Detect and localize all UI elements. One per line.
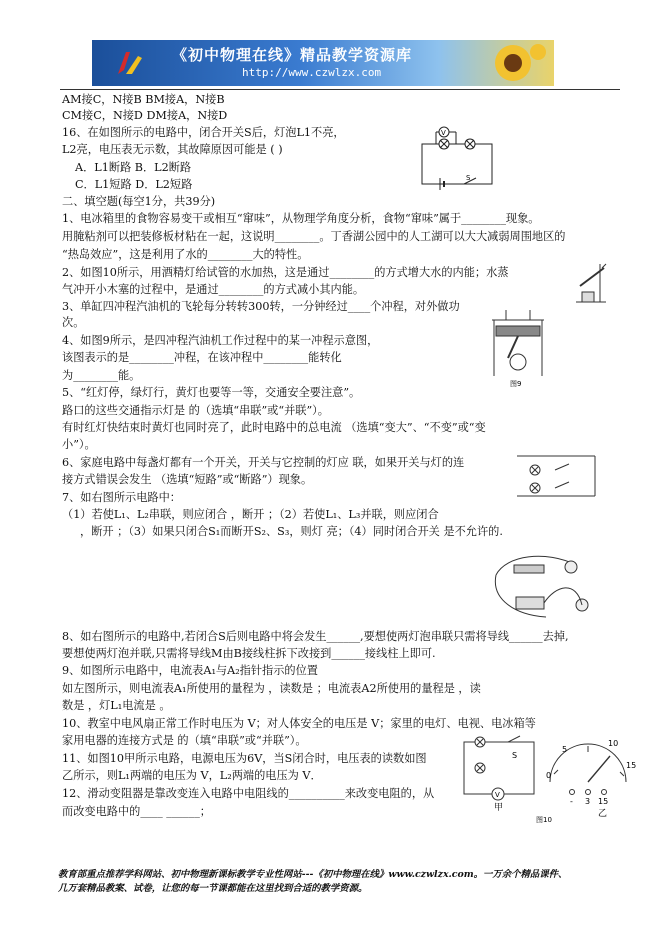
sunflower-icon [478, 42, 548, 84]
text-line: “热岛效应”，这是利用了水的________大的特性。 [62, 248, 309, 261]
text-line: 8、如右图所示的电路中,若闭合S后则电路中将会发生______,要想使两灯泡串联只需将导线______去掉, [62, 630, 569, 643]
text-line: 小”）。 [62, 438, 96, 451]
text-line: 2、如图10所示，用酒精灯给试管的水加热，这是通过________的方式增大水的内能；水蒸 [62, 266, 509, 279]
svg-text:10: 10 [608, 739, 619, 748]
text-line: 次。 [62, 316, 85, 329]
text-line: C．L1短路 D．L2短路 [75, 178, 193, 191]
text-line: 3、单缸四冲程汽油机的飞轮每分转转300转，一分钟经过____个冲程，对外做功 [62, 300, 460, 313]
text-line: 家用电器的连接方式是 的（填“串联”或“并联”）。 [62, 734, 307, 747]
site-logo-icon [112, 46, 146, 80]
text-line: 9、如图所示电路中，电流表A₁与A₂指针指示的位置 [62, 664, 318, 677]
svg-text:图9: 图9 [510, 380, 522, 388]
text-line: AM接C，N接B BM接A，N接B [62, 93, 225, 106]
svg-text:V: V [495, 791, 500, 799]
text-line: 1、电冰箱里的食物容易变干或相互“窜味”，从物理学角度分析，食物“窜味”属于________现象。 [62, 212, 540, 225]
text-line: 该图表示的是________冲程，在该冲程中________能转化 [62, 351, 342, 364]
svg-text:甲: 甲 [494, 803, 504, 813]
text-line: 而改变电路中的____ ______； [62, 805, 211, 818]
text-line: 要想使两灯泡并联,只需将导线M由B接线柱拆下改接到______接线柱上即可. [62, 647, 436, 660]
text-line: 11、如图10甲所示电路，电源电压为6V，当S闭合时，电压表的读数如图 [62, 752, 427, 765]
svg-text:S: S [512, 751, 518, 760]
text-line: 12、滑动变阻器是靠改变连入电路中电阻线的__________来改变电阻的，从 [62, 787, 435, 800]
text-line: L2亮，电压表无示数，其故障原因可能是 ( ) [62, 143, 283, 156]
text-line: A．L1断路 B．L2断路 [75, 161, 192, 174]
svg-text:15: 15 [626, 761, 637, 770]
header-banner [92, 40, 554, 86]
banner-url[interactable]: http://www.czwlzx.com [242, 66, 382, 79]
text-line: CM接C，N接D DM接A，N接D [62, 109, 228, 122]
svg-text:V: V [441, 129, 446, 137]
text-line: 16、在如图所示的电路中，闭合开关S后，灯泡L1不亮， [62, 126, 345, 139]
text-line: 6、家庭电路中每盏灯都有一个开关，开关与它控制的灯应 联，如果开关与灯的连 [62, 456, 465, 469]
text-line: 气冲开小木塞的过程中，是通过________的方式减小其内能。 [62, 283, 365, 296]
text-line: 4、如图9所示，是四冲程汽油机工作过程中的某一冲程示意图， [62, 334, 379, 347]
svg-text:S: S [466, 174, 471, 182]
svg-text:乙: 乙 [598, 809, 608, 819]
text-line: 路口的这些交通指示灯是 的（选填“串联”或“并联”）。 [62, 404, 329, 417]
svg-text:15: 15 [598, 797, 609, 806]
banner-title: 《初中物理在线》精品教学资源库 [172, 46, 413, 64]
text-line: 7、如右图所示电路中： [62, 491, 181, 504]
svg-text:0: 0 [546, 771, 552, 780]
text-line: 乙所示，则L₁两端的电压为 V，L₂两端的电压为 V． [62, 769, 322, 782]
home-circuit-diagram [515, 446, 605, 508]
engine-cylinder-figure [490, 306, 546, 390]
text-line: （1）若使L₁、L₂串联，则应闭合 ，断开 ；（2）若使L₁、L₃并联，则应闭合 [62, 508, 439, 521]
text-line: 如左图所示，则电流表A₁所使用的量程为 ，读数是 ；电流表A2所使用的量程是 ，读 [62, 682, 481, 695]
figure10-circuit-and-voltmeter [458, 734, 638, 826]
svg-text:5: 5 [562, 745, 568, 754]
section-heading: 二、填空题(每空1分，共39分) [62, 195, 216, 208]
text-line: 用腌粘剂可以把装修板材粘在一起，这说明________。丁香湖公园中的人工湖可以大大减弱周围地区的 [62, 230, 566, 243]
footer-line: 几万套精品教案、试卷，让您的每一节课都能在这里找到合适的教学资源。 [58, 883, 368, 894]
wiring-experiment-figure [486, 545, 598, 623]
text-line: 接方式错误会发生 （选填“短路”或“断路”）现象。 [62, 473, 313, 486]
q16-circuit-diagram [418, 128, 498, 190]
text-line: 为________能。 [62, 369, 141, 382]
text-line: ，断开 ；（3）如果只闭合S₁而断开S₂、S₃，则灯 亮；（4）同时闭合开关 是不允许的. [80, 525, 503, 538]
footer-line: 教育部重点推荐学科网站、初中物理新课标教学专业性网站---《初中物理在线》www.czwlzx.com。一万余个精品课件、 [58, 869, 568, 880]
svg-text:图10: 图10 [536, 816, 552, 824]
text-line: 5、“红灯停，绿灯行，黄灯也要等一等，交通安全要注意”。 [62, 386, 361, 399]
header-rule [60, 89, 620, 90]
svg-text:-: - [570, 797, 573, 806]
test-tube-heating-figure [570, 262, 610, 310]
text-line: 数是 ，灯L₁电流是 。 [62, 699, 171, 712]
text-line: 有时红灯快结束时黄灯也同时亮了，此时电路中的总电流 （选填“变大”、“不变”或“变 [62, 421, 486, 434]
svg-text:3: 3 [585, 797, 591, 806]
text-line: 10、教室中电风扇正常工作时电压为 V；对人体安全的电压是 V；家里的电灯、电视、电冰箱等 [62, 717, 536, 730]
